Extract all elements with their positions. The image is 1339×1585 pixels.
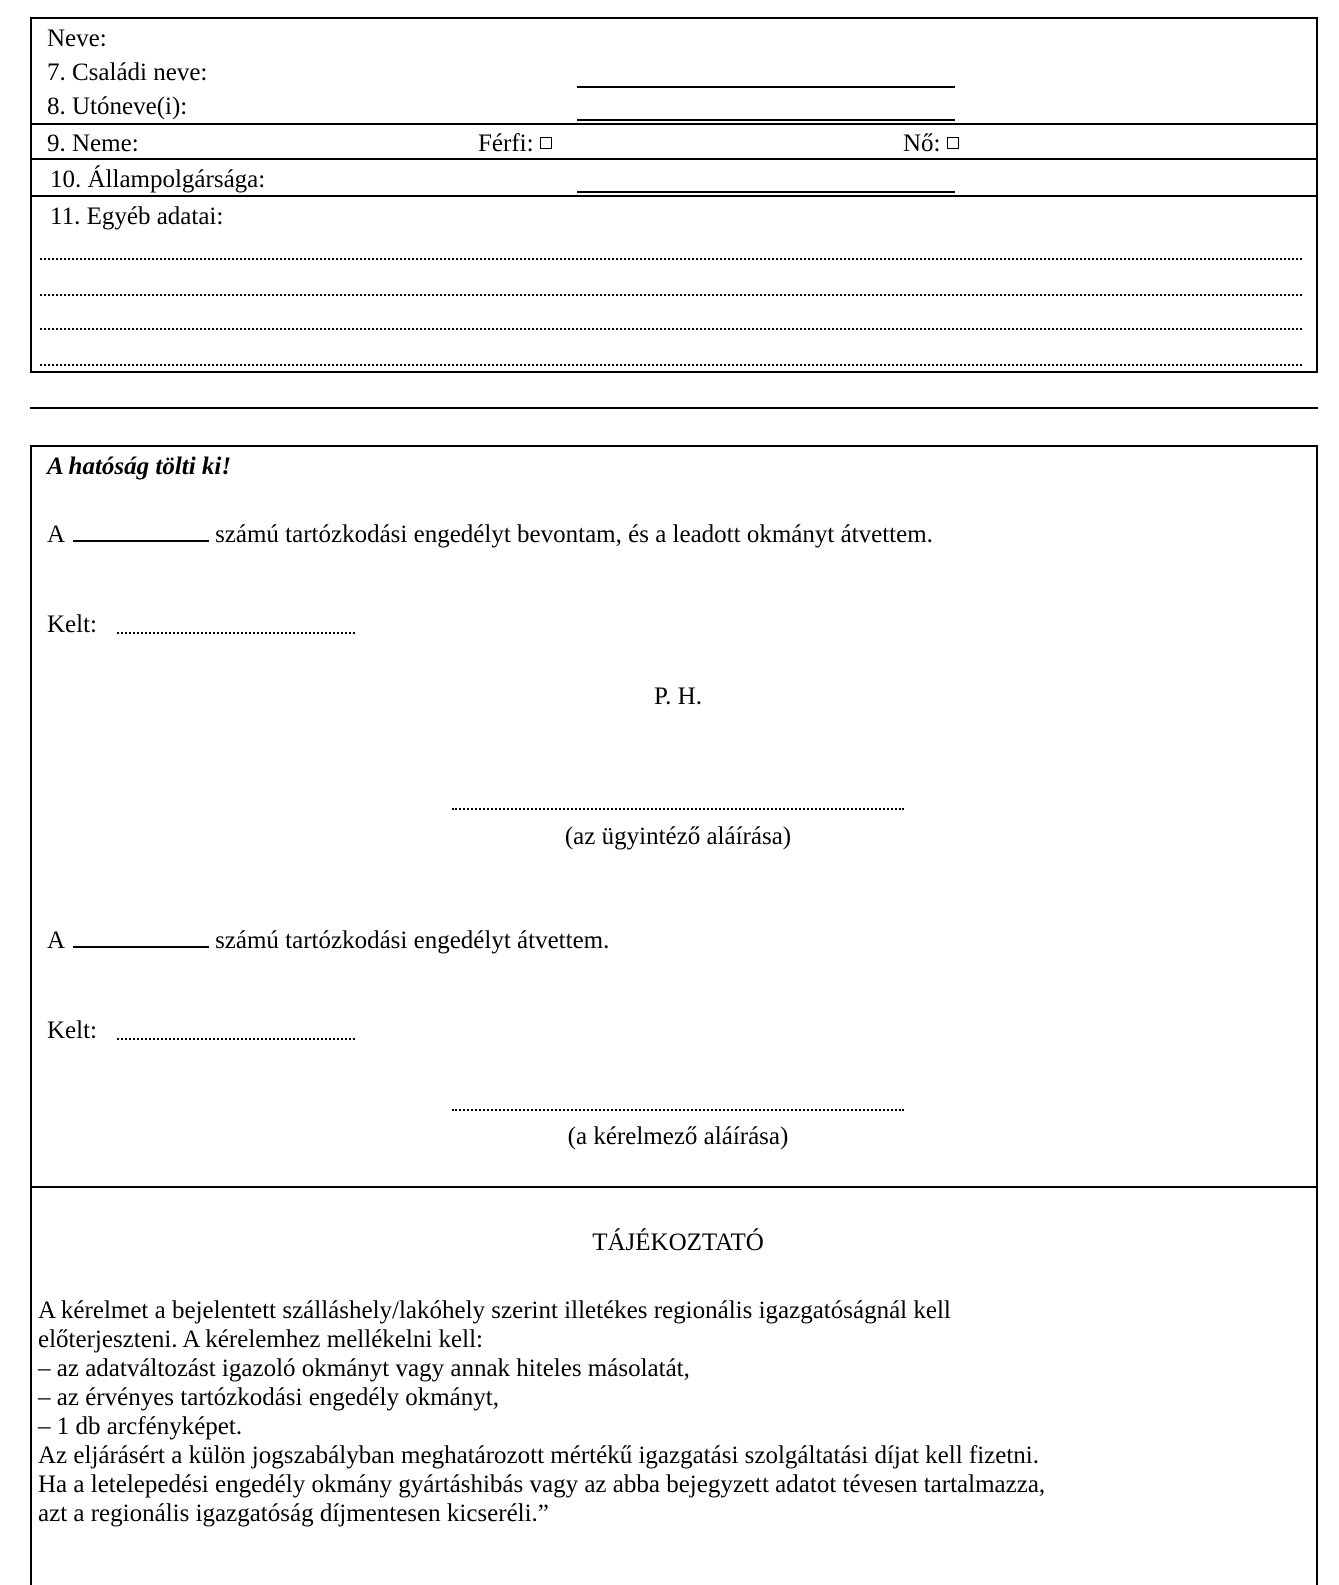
received-suffix: számú tartózkodási engedélyt átvettem. [215,927,610,954]
other-data-line-1[interactable] [40,258,1302,260]
citizenship-field[interactable] [577,191,955,193]
info-line: azt a regionális igazgatóság díjmentesen kicseréli.” [38,1500,549,1527]
applicant-signature-label: (a kérelmező aláírása) [567,1123,789,1150]
female-checkbox[interactable] [947,137,959,149]
section-separator [30,407,1318,409]
date2-field[interactable] [117,1038,355,1040]
received-prefix: A [47,927,66,954]
info-line: előterjeszteni. A kérelemhez mellékelni kell: [38,1326,483,1353]
date1-label: Kelt: [47,611,97,638]
name-label: Neve: [47,25,107,52]
authority-heading: A hatóság tölti ki! [47,453,232,480]
male-label: Férfi: [478,130,534,157]
citizenship-label: 10. Állampolgársága: [50,166,266,193]
info-line: A kérelmet a bejelentett szálláshely/lakóhely szerint illetékes regionális igazgatóságnál kell [38,1297,951,1324]
info-line: – 1 db arcfényképet. [38,1413,243,1440]
revoked-statement [47,522,933,547]
other-data-line-4[interactable] [40,364,1302,366]
family-name-field[interactable] [577,86,955,88]
revoked-suffix: számú tartózkodási engedélyt bevontam, és a leadott okmányt átvettem. [215,521,933,548]
received-permit-number-field[interactable] [73,946,209,948]
received-statement [47,928,609,953]
info-line: Ha a letelepedési engedély okmány gyártáshibás vagy az abba bejegyzett adatot tévesen tartalmazza, [38,1471,1046,1498]
date2-label: Kelt: [47,1017,97,1044]
applicant-signature-line[interactable] [452,1109,904,1111]
info-line: – az adatváltozást igazoló okmányt vagy annak hiteles másolatát, [38,1355,690,1382]
info-line: Az eljárásért a külön jogszabályban meghatározott mértékű igazgatási szolgáltatási díjat kell fizetni. [38,1442,1040,1469]
row-divider-sex [30,123,1318,125]
officer-signature-line[interactable] [452,808,904,810]
male-checkbox[interactable] [540,137,552,149]
officer-signature-label: (az ügyintéző aláírása) [564,823,792,850]
info-body [38,1294,1308,1531]
info-title: TÁJÉKOZTATÓ [592,1229,764,1256]
sex-label: 9. Neme: [47,130,139,157]
revoked-prefix: A [47,521,66,548]
row-divider-citizenship [30,158,1318,160]
other-data-label: 11. Egyéb adatai: [50,203,224,230]
info-divider [30,1186,1318,1188]
other-data-line-3[interactable] [40,328,1302,330]
female-label: Nő: [903,130,941,157]
other-data-line-2[interactable] [40,294,1302,296]
date1-field[interactable] [117,632,355,634]
male-option [478,131,552,156]
female-option [903,131,959,156]
family-name-label: 7. Családi neve: [47,59,208,86]
given-name-label: 8. Utóneve(i): [47,93,188,120]
given-name-field[interactable] [577,119,955,121]
seal-label: P. H. [654,683,702,710]
revoked-permit-number-field[interactable] [73,540,209,542]
info-line: – az érvényes tartózkodási engedély okmányt, [38,1384,499,1411]
row-divider-other [30,195,1318,197]
